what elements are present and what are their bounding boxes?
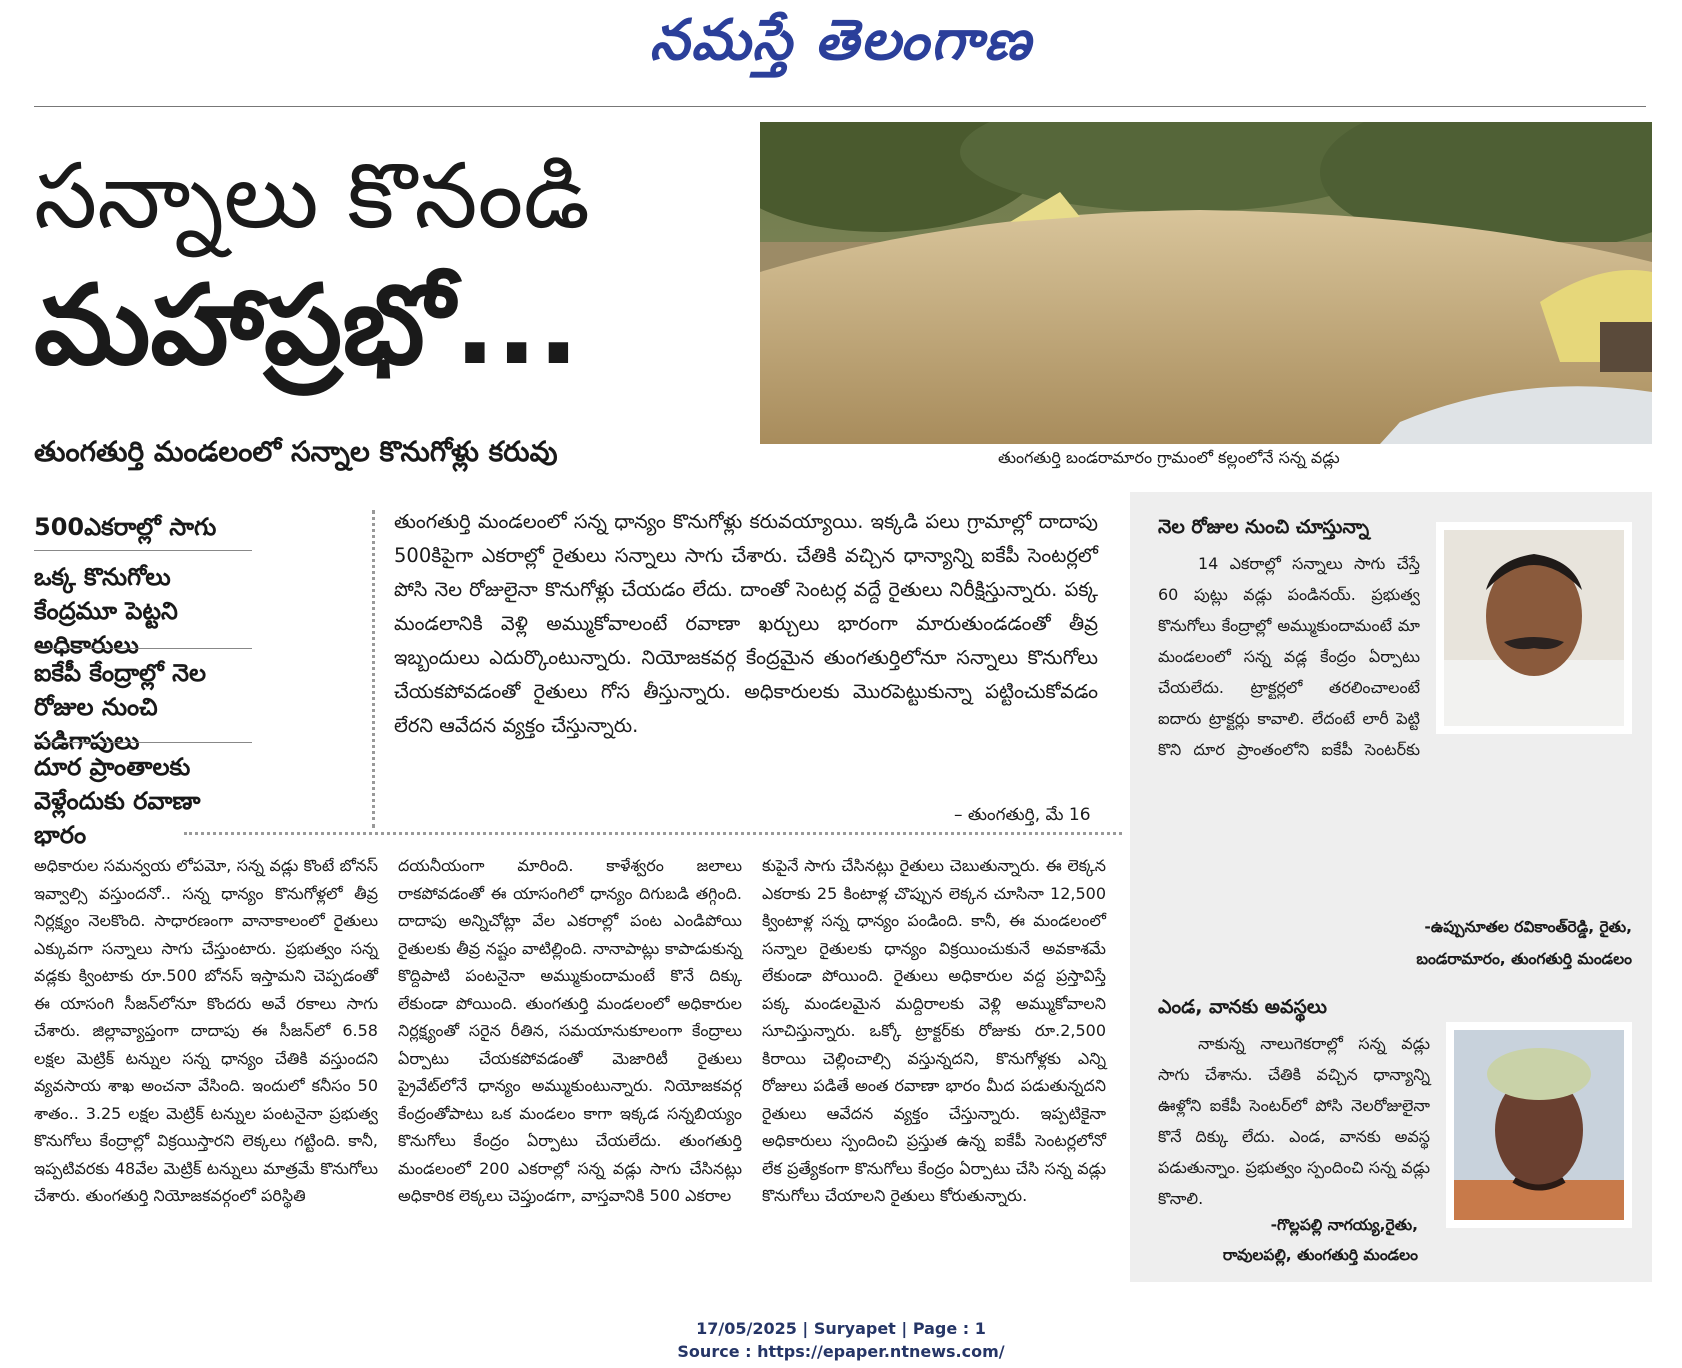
body-column-3: కుపైనే సాగు చేసినట్లు రైతులు చెబుతున్నారు. ఈ లెక్కన ఎకరాకు 25 కింటాళ్ల చొప్పున లెక్కన చూసినా 12,500 క్వింటాళ్ల సన్న ధాన్యం పండింది. కానీ, ఈ మండలంలో సన్నాల రైతులకు ధాన్యం విక్రయించుకునే అవకాశమే లేకుండా పోయింది. రైతులు అధికారుల వద్ద ప్రస్తావిస్తే పక్క మండలమైన మద్దిరాలకు వెళ్లి అమ్ముకోవాలని సూచిస్తున్నారు. ఒక్కో ట్రాక్టర్‌కు రోజుకు రూ.2,500 కిరాయి చెల్లించాల్సి వస్తున్నదని, కొనుగోళ్లకు ఎన్ని రోజులు పడితే అంత రవాణా భారం మీద పడుతున్నదని రైతులు ఆవేదన వ్యక్తం చేస్తున్నారు. ఇప్పటికైనా అధికారులు స్పందించి ప్రస్తుత ఉన్న ఐకేపీ సెంటర్లలోనో లేక ప్రత్యేకంగా కొనుగోలు కేంద్రం ఏర్పాటు చేసి సన్న వడ్లు కొనుగోలు చేయాలని రైతులు కోరుతున్నారు. [762,856,1106,1205]
lead-paragraph: తుంగతుర్తి మండలంలో సన్న ధాన్యం కొనుగోళ్లు కరువయ్యాయి. ఇక్కడి పలు గ్రామాల్లో దాదాపు 500కిపైగా ఎకరాల్లో రైతులు సన్నాలు సాగు చేశారు. చేతికి వచ్చిన ధాన్యాన్ని ఐకేపీ సెంటర్లలో పోసి నెల రోజులైనా కొనుగోళ్లు చేయడం లేదు. దాంతో సెంటర్ల వద్దే రైతులు నిరీక్షిస్తున్నారు. పక్క మండలానికి వెళ్లి అమ్ముకోవాలంటే రవాణా ఖర్చులు భారంగా మారుతుండడంతో తీవ్ర ఇబ్బందులు ఎదుర్కొంటున్నారు. నియోజకవర్గ కేంద్రమైన తుంగతుర్తిలోనూ సన్నాలు కొనుగోలు చేయకపోవడంతో రైతులు గోస తీస్తున్నారు. అధికారులకు మొరపెట్టుకున్నా పట్టించుకోవడం లేరని ఆవేదన వ్యక్తం చేస్తున్నారు. [394,510,1098,737]
dateline: – తుంగతుర్తి, మే 16 [954,805,1091,825]
dotted-column-divider [372,510,375,828]
quote-2-signature-name: -గొల్లపల్లి నాగయ్య,రైతు, [1270,1216,1418,1234]
quote-1-signature-name: -ఉప్పునూతల రవికాంత్‌రెడ్డి, రైతు, [1424,918,1632,936]
highlight-divider [34,648,252,649]
paddy-heap-photo [760,122,1652,444]
body-column-1: అధికారుల సమన్వయ లోపమో, సన్న వడ్లు కొంటే బోనస్ ఇవ్వాల్సి వస్తుందనో.. సన్న ధాన్యం కొనుగోళ్లలో తీవ్ర నిర్లక్ష్యం నెలకొంది. సాధారణంగా వానాకాలంలో రైతులు ఎక్కువగా సన్నాలు సాగు చేస్తుంటారు. ప్రభుత్వం సన్న వడ్లకు క్వింటాకు రూ.500 బోనస్ ఇస్తామని చెప్పడంతో ఈ యాసంగి సీజన్‌లోనూ కొందరు అవే రకాలు సాగు చేశారు. జిల్లావ్యాప్తంగా దాదాపు ఈ సీజన్‌లో 6.58 లక్షల మెట్రిక్ టన్నుల సన్న ధాన్యం చేతికి వస్తుందని వ్యవసాయ శాఖ అంచనా వేసింది. ఇందులో కనీసం 50 శాతం.. 3.25 లక్షల మెట్రిక్ టన్నుల పంటనైనా ప్రభుత్వ కొనుగోలు కేంద్రాల్లో విక్రయిస్తారని లెక్కలు గట్టింది. కానీ, ఇప్పటివరకు 48వేల మెట్రిక్ టన్నులు మాత్రమే కొనుగోలు చేశారు. తుంగతుర్తి నియోజకవర్గంలో పరిస్థితి [34,856,378,1205]
source-link[interactable]: Source : https://epaper.ntnews.com/ [677,1342,1005,1361]
farmer-1-portrait [1436,522,1632,734]
highlight-item: దూర ప్రాంతాలకు వెళ్లేందుకు రవాణా భారం [34,753,201,849]
quote-2-signature-place: రావులపల్లి, తుంగతుర్తి మండలం [1222,1246,1418,1264]
dotted-section-divider [184,832,1122,835]
quote-1-heading: నెల రోజుల నుంచి చూస్తున్నా [1158,516,1370,538]
highlight-divider [34,550,252,551]
quote-1-text: 14 ఎకరాల్లో సన్నాలు సాగు చేస్తే 60 పుట్లు వడ్లు పండినయ్. ప్రభుత్వ కొనుగోలు కేంద్రాల్లో అమ్ముకుందామంటే మా మండలంలో సన్న వడ్ల కేంద్రం ఏర్పాటు చేయలేదు. ట్రాక్టర్లలో తరలించాలంటే ఐదారు ట్రాక్టర్లు కావాలి. లేదంటే లారీ పెట్టి కొని దూర ప్రాంతంలోని ఐకేపీ సెంటర్‌కు [1158,554,1420,759]
farmer-2-portrait [1446,1022,1632,1228]
quote-2-heading: ఎండ, వానకు అవస్థలు [1158,996,1327,1018]
quote-2-text: నాకున్న నాలుగెకరాల్లో సన్న వడ్లు సాగు చేశాను. చేతికి వచ్చిన ధాన్యాన్ని ఊళ్లోని ఐకేపీ సెంటర్‌లో పోసి నెలరోజులైనా కొనే దిక్కు లేదు. ఎండ, వానకు అవస్థ పడుతున్నాం. ప్రభుత్వం స్పందించి సన్న వడ్లు కొనాలి. [1158,1034,1430,1208]
highlight-item: 500ఎకరాల్లో సాగు [34,513,217,541]
highlight-item: ఒక్క కొనుగోలు కేంద్రమూ పెట్టని అధికారులు [34,563,178,659]
farmer-quotes-sidebar [1130,492,1652,1282]
subheadline: తుంగతుర్తి మండలంలో సన్నాల కొనుగోళ్లు కరువు [34,435,558,468]
photo-caption: తుంగతుర్తి బండరామారం గ్రామంలో కల్లంలోనే సన్న వడ్లు [998,448,1340,467]
quote-1-signature-place: బండరామారం, తుంగతుర్తి మండలం [1416,950,1632,968]
headline-line-1: సన్నాలు కొనండి [34,144,590,249]
edition-info: 17/05/2025 | Suryapet | Page : 1 [696,1319,986,1338]
headline-line-2: మహాప్రభో... [34,261,580,389]
highlight-divider [34,742,252,743]
body-column-2: దయనీయంగా మారింది. కాళేశ్వరం జలాలు రాకపోవడంతో ఈ యాసంగిలో ధాన్యం దిగుబడి తగ్గింది. దాదాపు అన్నిచోట్లా వేల ఎకరాల్లో పంట ఎండిపోయి రైతులకు తీవ్ర నష్టం వాటిల్లింది. నానాపాట్లు కాపాడుకున్న కొద్దిపాటి పంటనైనా అమ్ముకుందామంటే కొనే దిక్కు లేకుండా పోయింది. తుంగతుర్తి మండలంలో అధికారుల నిర్లక్ష్యంతో సరైన రీతిన, సమయానుకూలంగా కేంద్రాలు ఏర్పాటు చేయకపోవడంతో మెజారిటీ రైతులు ప్రైవేట్‌లోనే ధాన్యం అమ్ముకుంటున్నారు. నియోజకవర్గ కేంద్రంతోపాటు ఒక మండలం కాగా ఇక్కడ సన్నబియ్యం కొనుగోలు కేంద్రం ఏర్పాటు చేయలేదు. తుంగతుర్తి మండలంలో 200 ఎకరాల్లో సన్న వడ్లు సాగు చేసినట్లు అధికారిక లెక్కలు చెప్తుండగా, వాస్తవానికి 500 ఎకరాల [398,856,742,1205]
highlight-item: ఐకేపీ కేంద్రాల్లో నెల రోజుల నుంచి పడిగాపులు [34,659,206,755]
masthead-logo: నమస్తే తెలంగాణ [649,8,1033,73]
masthead-divider [34,106,1646,107]
